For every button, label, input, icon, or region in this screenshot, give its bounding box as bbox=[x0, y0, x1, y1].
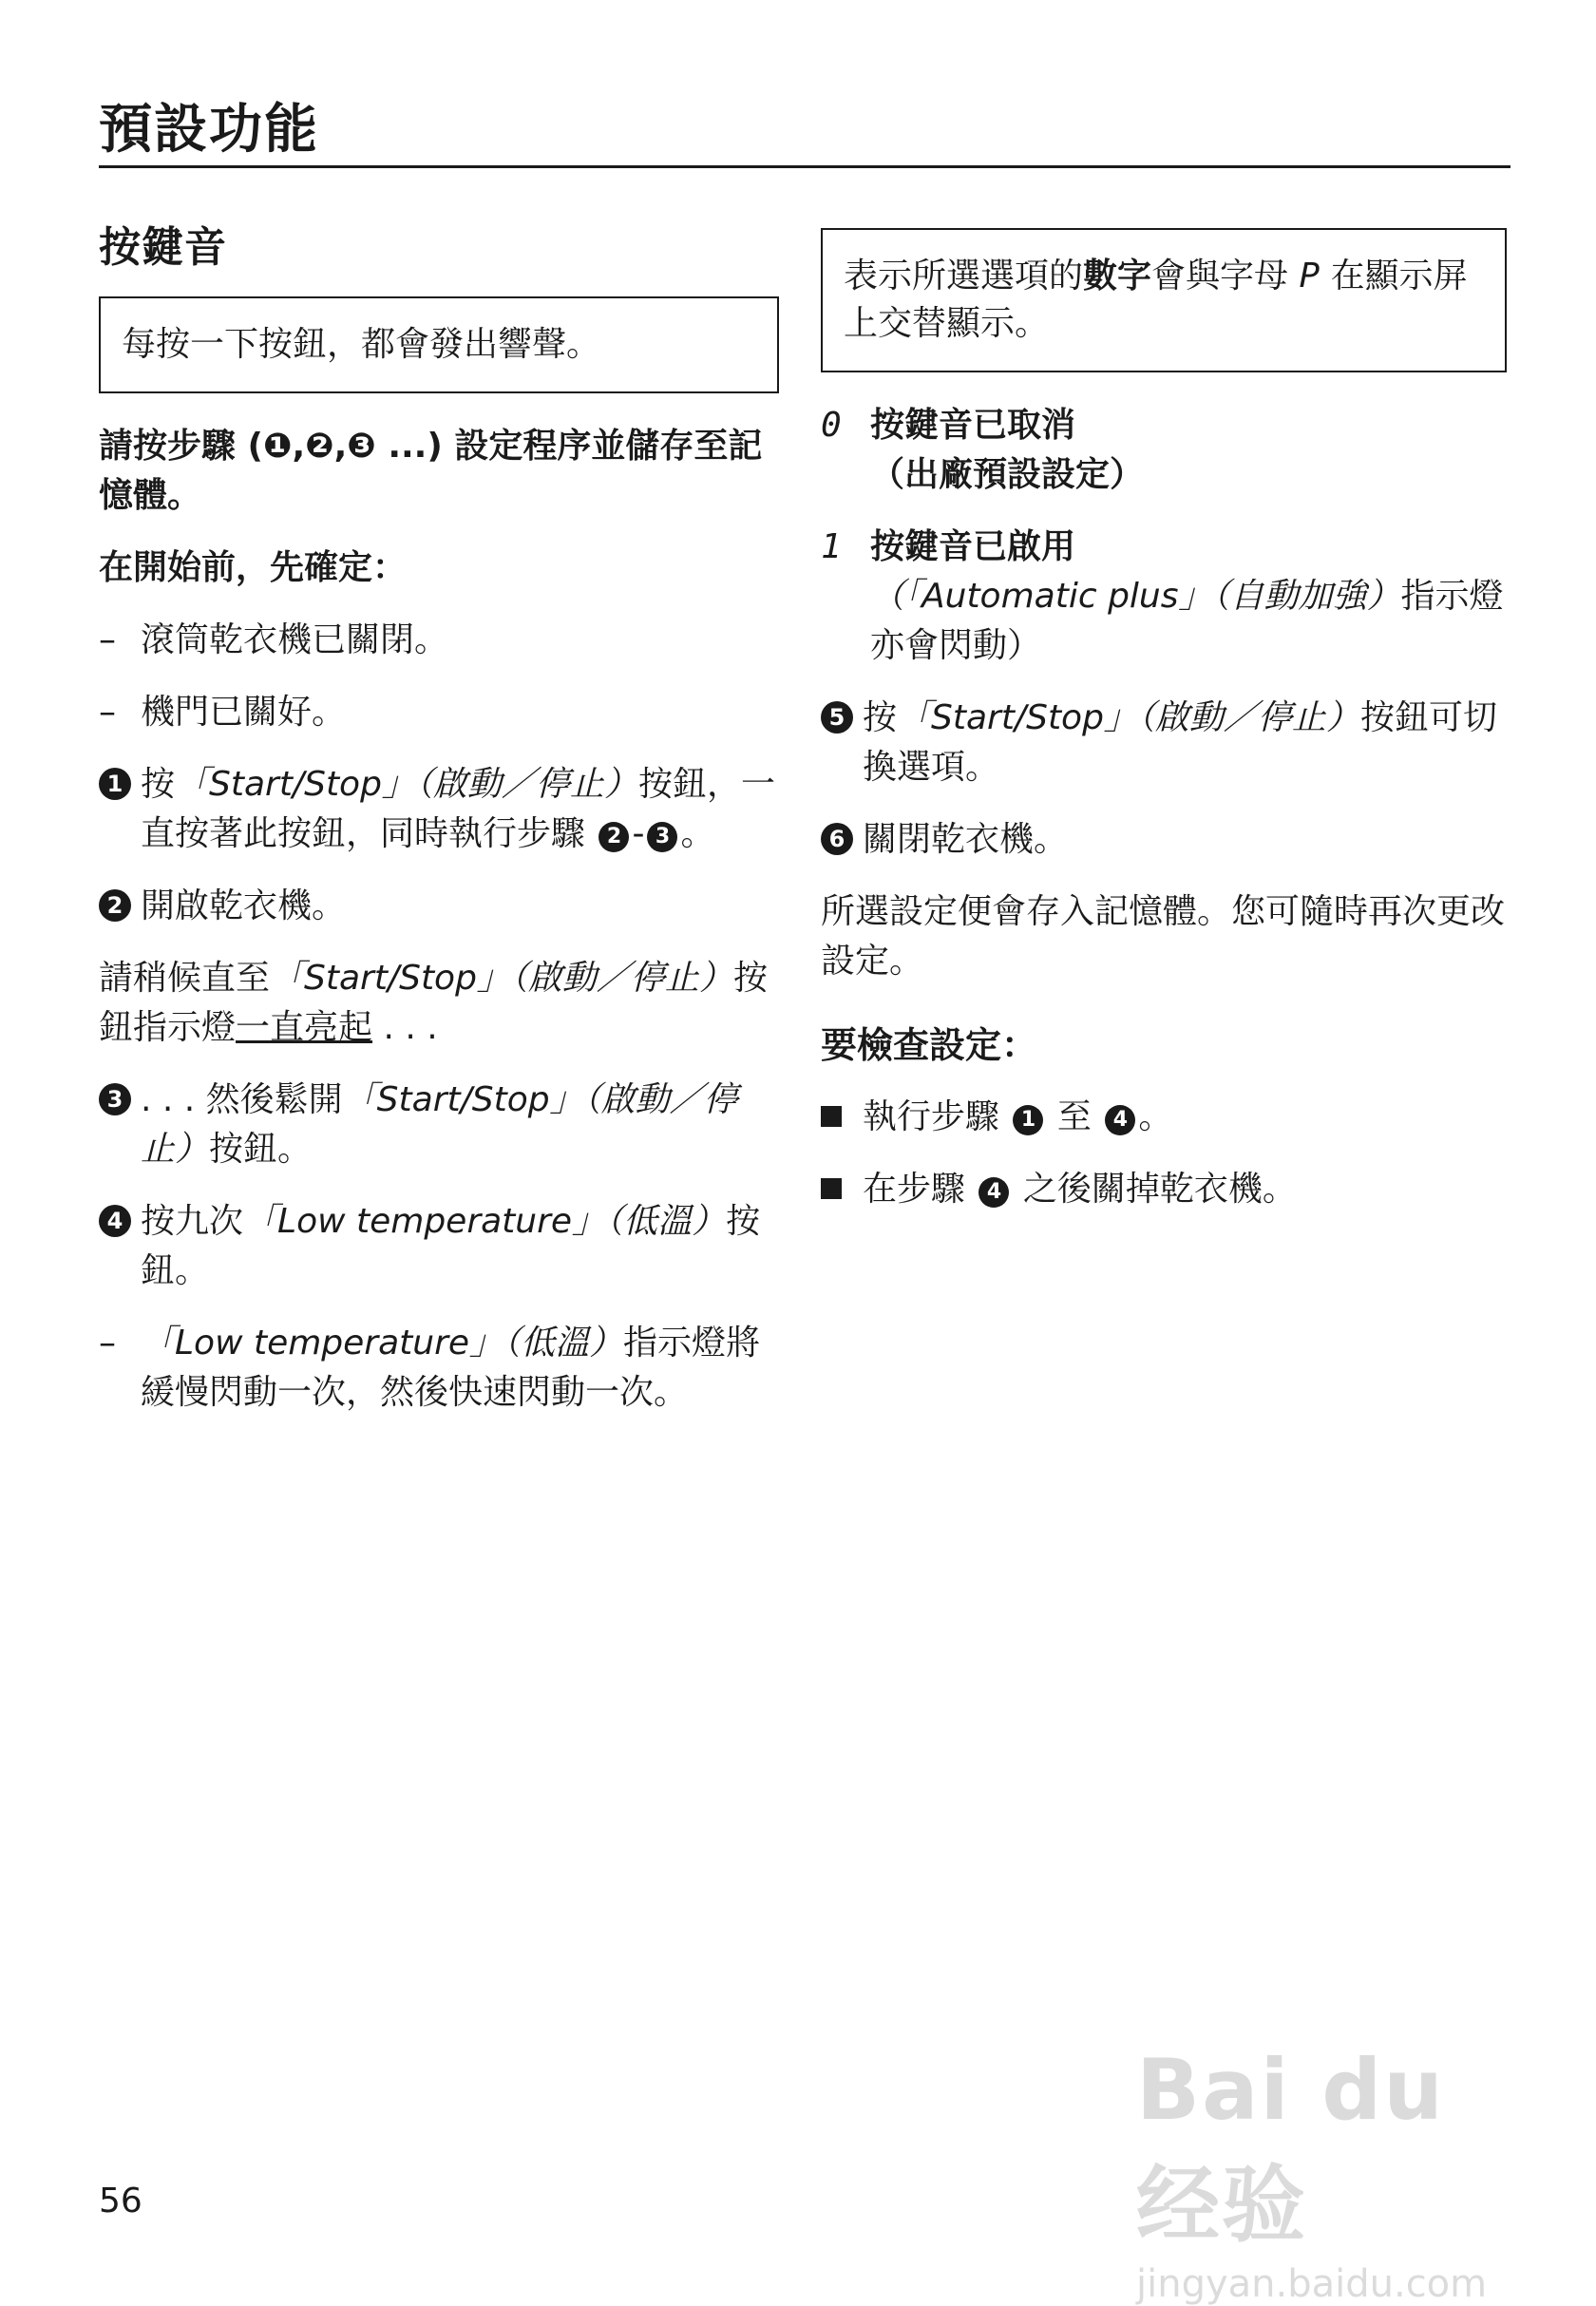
check-settings-heading: 要檢查設定： bbox=[821, 1024, 1038, 1066]
info-box-key-tone bbox=[99, 296, 779, 393]
option-subtitle: （出廠預設設定） bbox=[870, 455, 1145, 494]
saved-paragraph: 所選設定便會存入記憶體。您可隨時再次更改設定。 bbox=[821, 892, 1506, 981]
button-name-start-stop: 「Start/Stop」（啟動／停止） bbox=[141, 1080, 738, 1169]
list-item-text: 滾筒乾衣機已關閉。 bbox=[141, 620, 449, 659]
step-text: . . . 然後鬆開 bbox=[141, 1080, 343, 1119]
step-number-badge: 3 bbox=[99, 1083, 131, 1115]
step-number-badge: 4 bbox=[99, 1205, 131, 1237]
bullet-text: 至 bbox=[1056, 1097, 1092, 1136]
bullet-item bbox=[821, 1165, 1507, 1214]
button-name-start-stop: 「Start/Stop」（啟動／停止） bbox=[175, 765, 638, 804]
wait-paragraph bbox=[99, 954, 779, 1053]
step-number-badge: 5 bbox=[821, 701, 853, 734]
page-number: 56 bbox=[99, 2182, 142, 2220]
wait-text: 按鈕指示燈 bbox=[99, 959, 768, 1047]
list-item bbox=[99, 1319, 779, 1418]
step-text: 關閉乾衣機。 bbox=[863, 820, 1069, 859]
list-item bbox=[99, 616, 779, 665]
before-start-heading: 在開始前，先確定： bbox=[99, 548, 408, 587]
step-text: 按鈕，一直按著此按鈕，同時執行步驟 bbox=[141, 765, 775, 853]
page-title: 預設功能 bbox=[99, 99, 319, 161]
step-ref-badge: 4 bbox=[1105, 1105, 1135, 1135]
info-box-text: 在顯示屏上交替顯示。 bbox=[844, 257, 1468, 343]
option-title: 按鍵音已啟用 bbox=[870, 527, 1076, 566]
bullet-text: 在步驟 bbox=[863, 1170, 966, 1209]
option-title: 按鍵音已取消 bbox=[870, 406, 1076, 445]
step-ref-badge: 1 bbox=[1013, 1105, 1043, 1135]
indicator-name-low-temperature: 「Low temperature」（低溫） bbox=[141, 1324, 624, 1363]
bullet-text: 。 bbox=[1138, 1097, 1173, 1136]
indicator-name-automatic-plus: （「Automatic plus」（自動加強） bbox=[870, 577, 1401, 616]
step-2 bbox=[99, 882, 779, 931]
button-name-start-stop: 「Start/Stop」（啟動／停止） bbox=[897, 698, 1360, 737]
title-divider bbox=[99, 165, 1510, 168]
button-name-start-stop: 「Start/Stop」（啟動／停止） bbox=[270, 959, 733, 998]
step-text: 按鈕。 bbox=[209, 1130, 313, 1169]
info-box-display bbox=[821, 228, 1507, 372]
display-letter-p: P bbox=[1299, 257, 1320, 295]
option-subtitle bbox=[870, 572, 1507, 671]
square-bullet-icon bbox=[821, 1106, 842, 1127]
range-dash: - bbox=[632, 814, 645, 853]
right-column bbox=[821, 228, 1507, 1237]
dash-marker: – bbox=[99, 1324, 116, 1363]
step-text: 按 bbox=[141, 765, 176, 804]
instruction-text: 請按步驟 (❶,❷,❸ ...) 設定程序並儲存至記憶體。 bbox=[99, 427, 763, 515]
step-text: 按鈕可切換選項。 bbox=[863, 698, 1497, 787]
dash-marker: – bbox=[99, 620, 116, 659]
step-ref-badge: 2 bbox=[598, 822, 629, 852]
step-3 bbox=[99, 1076, 779, 1174]
step-ref-badge: 4 bbox=[978, 1177, 1009, 1208]
left-column bbox=[99, 209, 779, 1440]
watermark bbox=[1136, 2041, 1516, 2306]
option-1 bbox=[821, 523, 1507, 671]
step-text: 開啟乾衣機。 bbox=[141, 886, 347, 925]
step-5 bbox=[821, 694, 1507, 792]
step-6 bbox=[821, 815, 1507, 865]
button-name-low-temperature: 「Low temperature」（低溫） bbox=[243, 1202, 727, 1241]
wait-text: 請稍候直至 bbox=[99, 959, 271, 998]
option-key-display: 0 bbox=[821, 406, 842, 445]
step-number-badge: 6 bbox=[821, 823, 853, 855]
bullet-text: 執行步驟 bbox=[863, 1097, 1000, 1136]
step-4 bbox=[99, 1197, 779, 1296]
list-item-text: 指示燈將緩慢閃動一次，然後快速閃動一次。 bbox=[141, 1324, 761, 1412]
option-subtitle-text: 指示燈亦會閃動） bbox=[870, 577, 1504, 665]
step-text: 按 bbox=[863, 698, 898, 737]
watermark-url: jingyan.baidu.com bbox=[1136, 2262, 1488, 2306]
section-heading-key-tone: 按鍵音 bbox=[99, 223, 227, 272]
info-box-text: 會與字母 bbox=[1151, 257, 1289, 295]
list-item bbox=[99, 688, 779, 737]
watermark-logo: Bai du 经验 bbox=[1136, 2041, 1445, 2254]
info-box-text: 每按一下按鈕，都會發出響聲。 bbox=[122, 325, 601, 364]
step-number-badge: 2 bbox=[99, 889, 131, 922]
option-0 bbox=[821, 401, 1507, 500]
bullet-text: 之後關掉乾衣機。 bbox=[1022, 1170, 1297, 1209]
emphasis-text: 一直亮起 bbox=[236, 1008, 373, 1047]
ellipsis: . . . bbox=[372, 1008, 438, 1047]
list-item-text: 機門已關好。 bbox=[141, 693, 347, 732]
step-1 bbox=[99, 760, 779, 859]
info-box-text: 表示所選選項的 bbox=[844, 257, 1084, 295]
option-key-display: 1 bbox=[821, 527, 842, 566]
step-text: 。 bbox=[680, 814, 715, 853]
step-number-badge: 1 bbox=[99, 768, 131, 800]
step-ref-badge: 3 bbox=[647, 822, 677, 852]
step-text: 按鈕。 bbox=[141, 1202, 761, 1290]
step-text: 按九次 bbox=[141, 1202, 244, 1241]
square-bullet-icon bbox=[821, 1178, 842, 1199]
info-box-emphasis: 數字 bbox=[1083, 257, 1152, 295]
bullet-item bbox=[821, 1093, 1507, 1142]
dash-marker: – bbox=[99, 693, 116, 732]
